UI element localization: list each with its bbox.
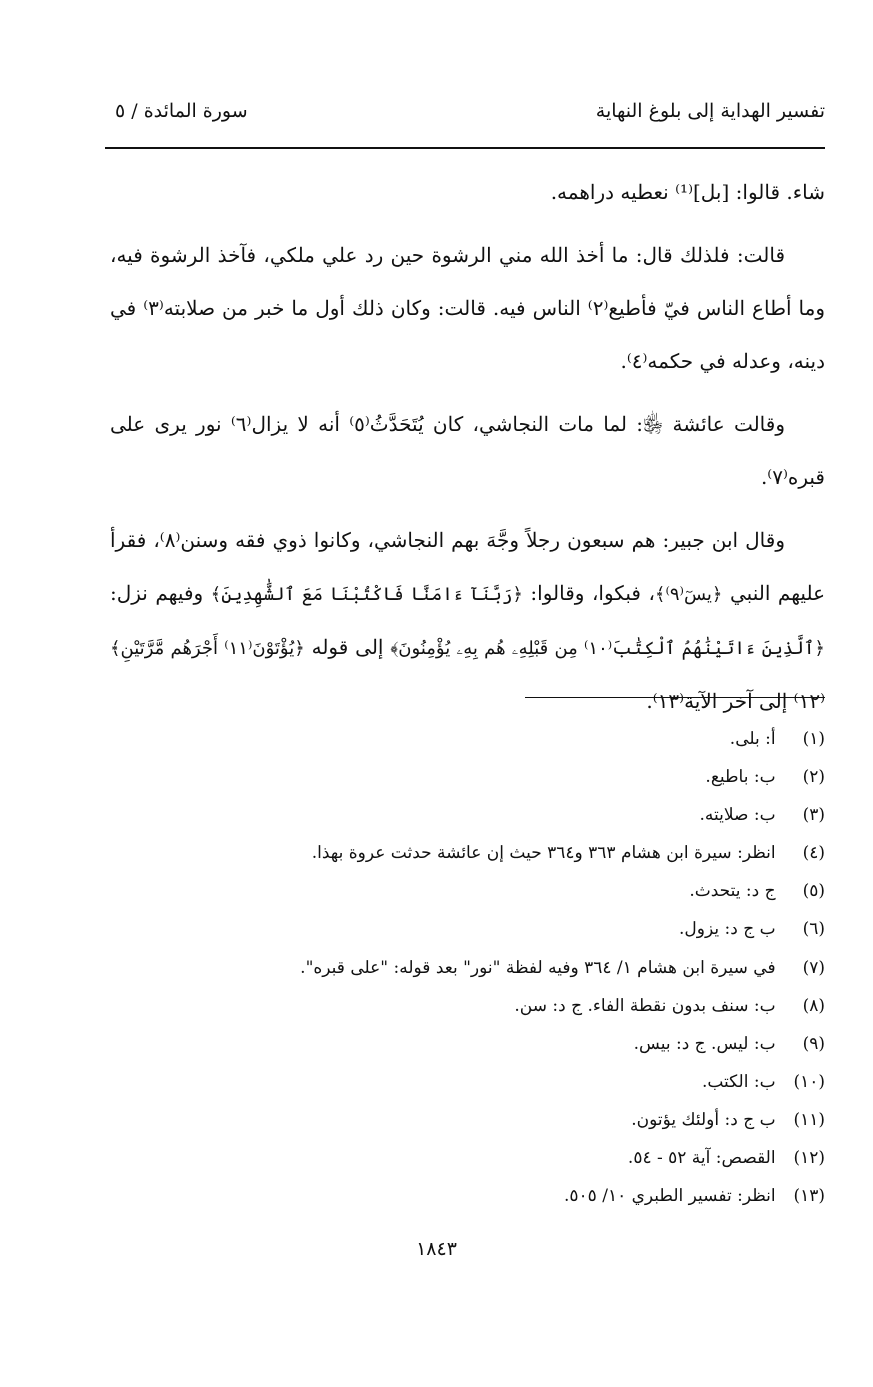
footnote-text: في سيرة ابن هشام ١/ ٣٦٤ وفيه لفظة "نور" بعد قوله: "على قبره". <box>300 957 776 978</box>
quran-quote-3: ﴿ٱلَّذِينَ ءَاتَيْنَٰهُمُ ٱلْكِتَٰبَ⁽١٠⁾ مِن قَبْلِهِۦ هُم بِهِۦ يُؤْمِنُونَ﴾ <box>390 638 825 659</box>
footnote-item <box>110 724 825 762</box>
footnote-number: (١٣) <box>793 1186 825 1207</box>
footnote-item <box>110 876 825 914</box>
paragraph-3: وقالت عائشة ﵂: لما مات النجاشي، كان يُتَحَدَّثُ⁽٥⁾ أنه لا يزال⁽٦⁾ نور يرى على قبره⁽٧⁾. <box>110 412 825 489</box>
footnote-rule <box>525 697 825 698</box>
footnote-item <box>110 1029 825 1067</box>
footnote-number: (١١) <box>793 1109 825 1130</box>
paragraph-4-part-c: وفيهم نزل: <box>110 581 211 605</box>
footnote-text: ب: الكتب. <box>701 1071 776 1092</box>
surah-label: سورة المائدة / ٥ <box>115 100 248 122</box>
footnote-text: انظر: سيرة ابن هشام ٣٦٣ و٣٦٤ حيث إن عائشة حدثت عروة بهذا. <box>311 843 776 864</box>
paragraph-2: قالت: فلذلك قال: ما أخذ الله مني الرشوة حين رد علي ملكي، فآخذ الرشوة فيه، وما أطاع الناس فيّ فأطيع⁽٢⁾ الناس فيه. قالت: وكان ذلك أول ما خبر من صلابته⁽٣⁾ في دينه، وعدله في حكمه⁽٤⁾. <box>110 243 826 373</box>
footnote-text: ب: سنف بدون نقطة الفاء. ج د: سن. <box>514 995 776 1016</box>
page-number: ١٨٤٣ <box>416 1238 457 1260</box>
footnote-number: (٥) <box>802 881 825 902</box>
body-text <box>110 166 825 728</box>
footnote-item <box>110 1067 825 1105</box>
quran-quote-1: ﴿يسٓ⁽٩⁾﴾ <box>654 584 723 605</box>
footnote-item <box>110 914 825 952</box>
footnote-text: ب: ليس. ج د: بيس. <box>633 1033 776 1054</box>
footnote-text: ج د: يتحدث. <box>689 881 776 902</box>
footnote-item <box>110 1143 825 1181</box>
footnote-number: (٤) <box>802 843 825 864</box>
footnote-item <box>110 1181 825 1219</box>
footnote-number: (١) <box>802 729 825 749</box>
paragraph-4-part-e: ⁽١٢⁾ إلى آخر الآية⁽١٣⁾. <box>646 689 825 713</box>
header-rule <box>105 147 825 149</box>
running-header <box>105 100 825 136</box>
quran-quote-4: ﴿يُؤْتَوْنَ⁽١١⁾ أَجْرَهُم مَّرَّتَيْنِ﴾ <box>110 638 305 659</box>
footnote-text: القصص: آية ٥٢ - ٥٤. <box>627 1148 776 1169</box>
footnote-item <box>110 953 825 991</box>
footnote-text: أ: بلى. <box>729 729 776 749</box>
paragraph-4-part-d: إلى قوله <box>304 635 391 659</box>
quran-quote-2: ﴿رَبَّنَآ ءَامَنَّا فَاكْتُبْنَا مَعَ ٱلشَّٰهِدِينَ﴾ <box>210 584 523 605</box>
paragraph-4-part-a: وقال ابن جبير: هم سبعون رجلاً وجَّهَ بهم النجاشي، وكانوا ذوي فقه وسنن⁽٨⁾، فقرأ عليهم النبي <box>110 528 826 605</box>
footnote-number: (١٠) <box>793 1071 825 1092</box>
footnote-item <box>110 1105 825 1143</box>
footnote-number: (٦) <box>802 919 825 940</box>
footnote-number: (٨) <box>802 995 825 1016</box>
footnote-number: (٧) <box>802 957 825 978</box>
footnote-number: (١٢) <box>793 1148 825 1169</box>
paragraph-4 <box>110 514 825 728</box>
footnote-item <box>110 762 825 800</box>
footnote-text: ب: صلايته. <box>699 805 776 826</box>
book-title: تفسير الهداية إلى بلوغ النهاية <box>595 100 825 122</box>
footnote-number: (٣) <box>802 805 825 826</box>
paragraph-4-part-b: ، فبكوا، وقالوا: <box>522 581 655 605</box>
footnote-number: (٩) <box>802 1033 825 1054</box>
footnote-item <box>110 838 825 876</box>
footnotes <box>110 724 825 1219</box>
footnote-item <box>110 991 825 1029</box>
footnote-text: انظر: تفسير الطبري ١٠/ ٥٠٥. <box>563 1186 776 1207</box>
footnote-text: ب: باطيع. <box>705 767 776 788</box>
paragraph-1: شاء. قالوا: [بل]⁽¹⁾ نعطيه دراهمه. <box>550 180 825 204</box>
footnote-text: ب ج د: يزول. <box>679 919 776 940</box>
footnote-text: ب ج د: أولئك يؤتون. <box>631 1109 776 1130</box>
footnote-number: (٢) <box>802 767 825 788</box>
footnote-item <box>110 800 825 838</box>
